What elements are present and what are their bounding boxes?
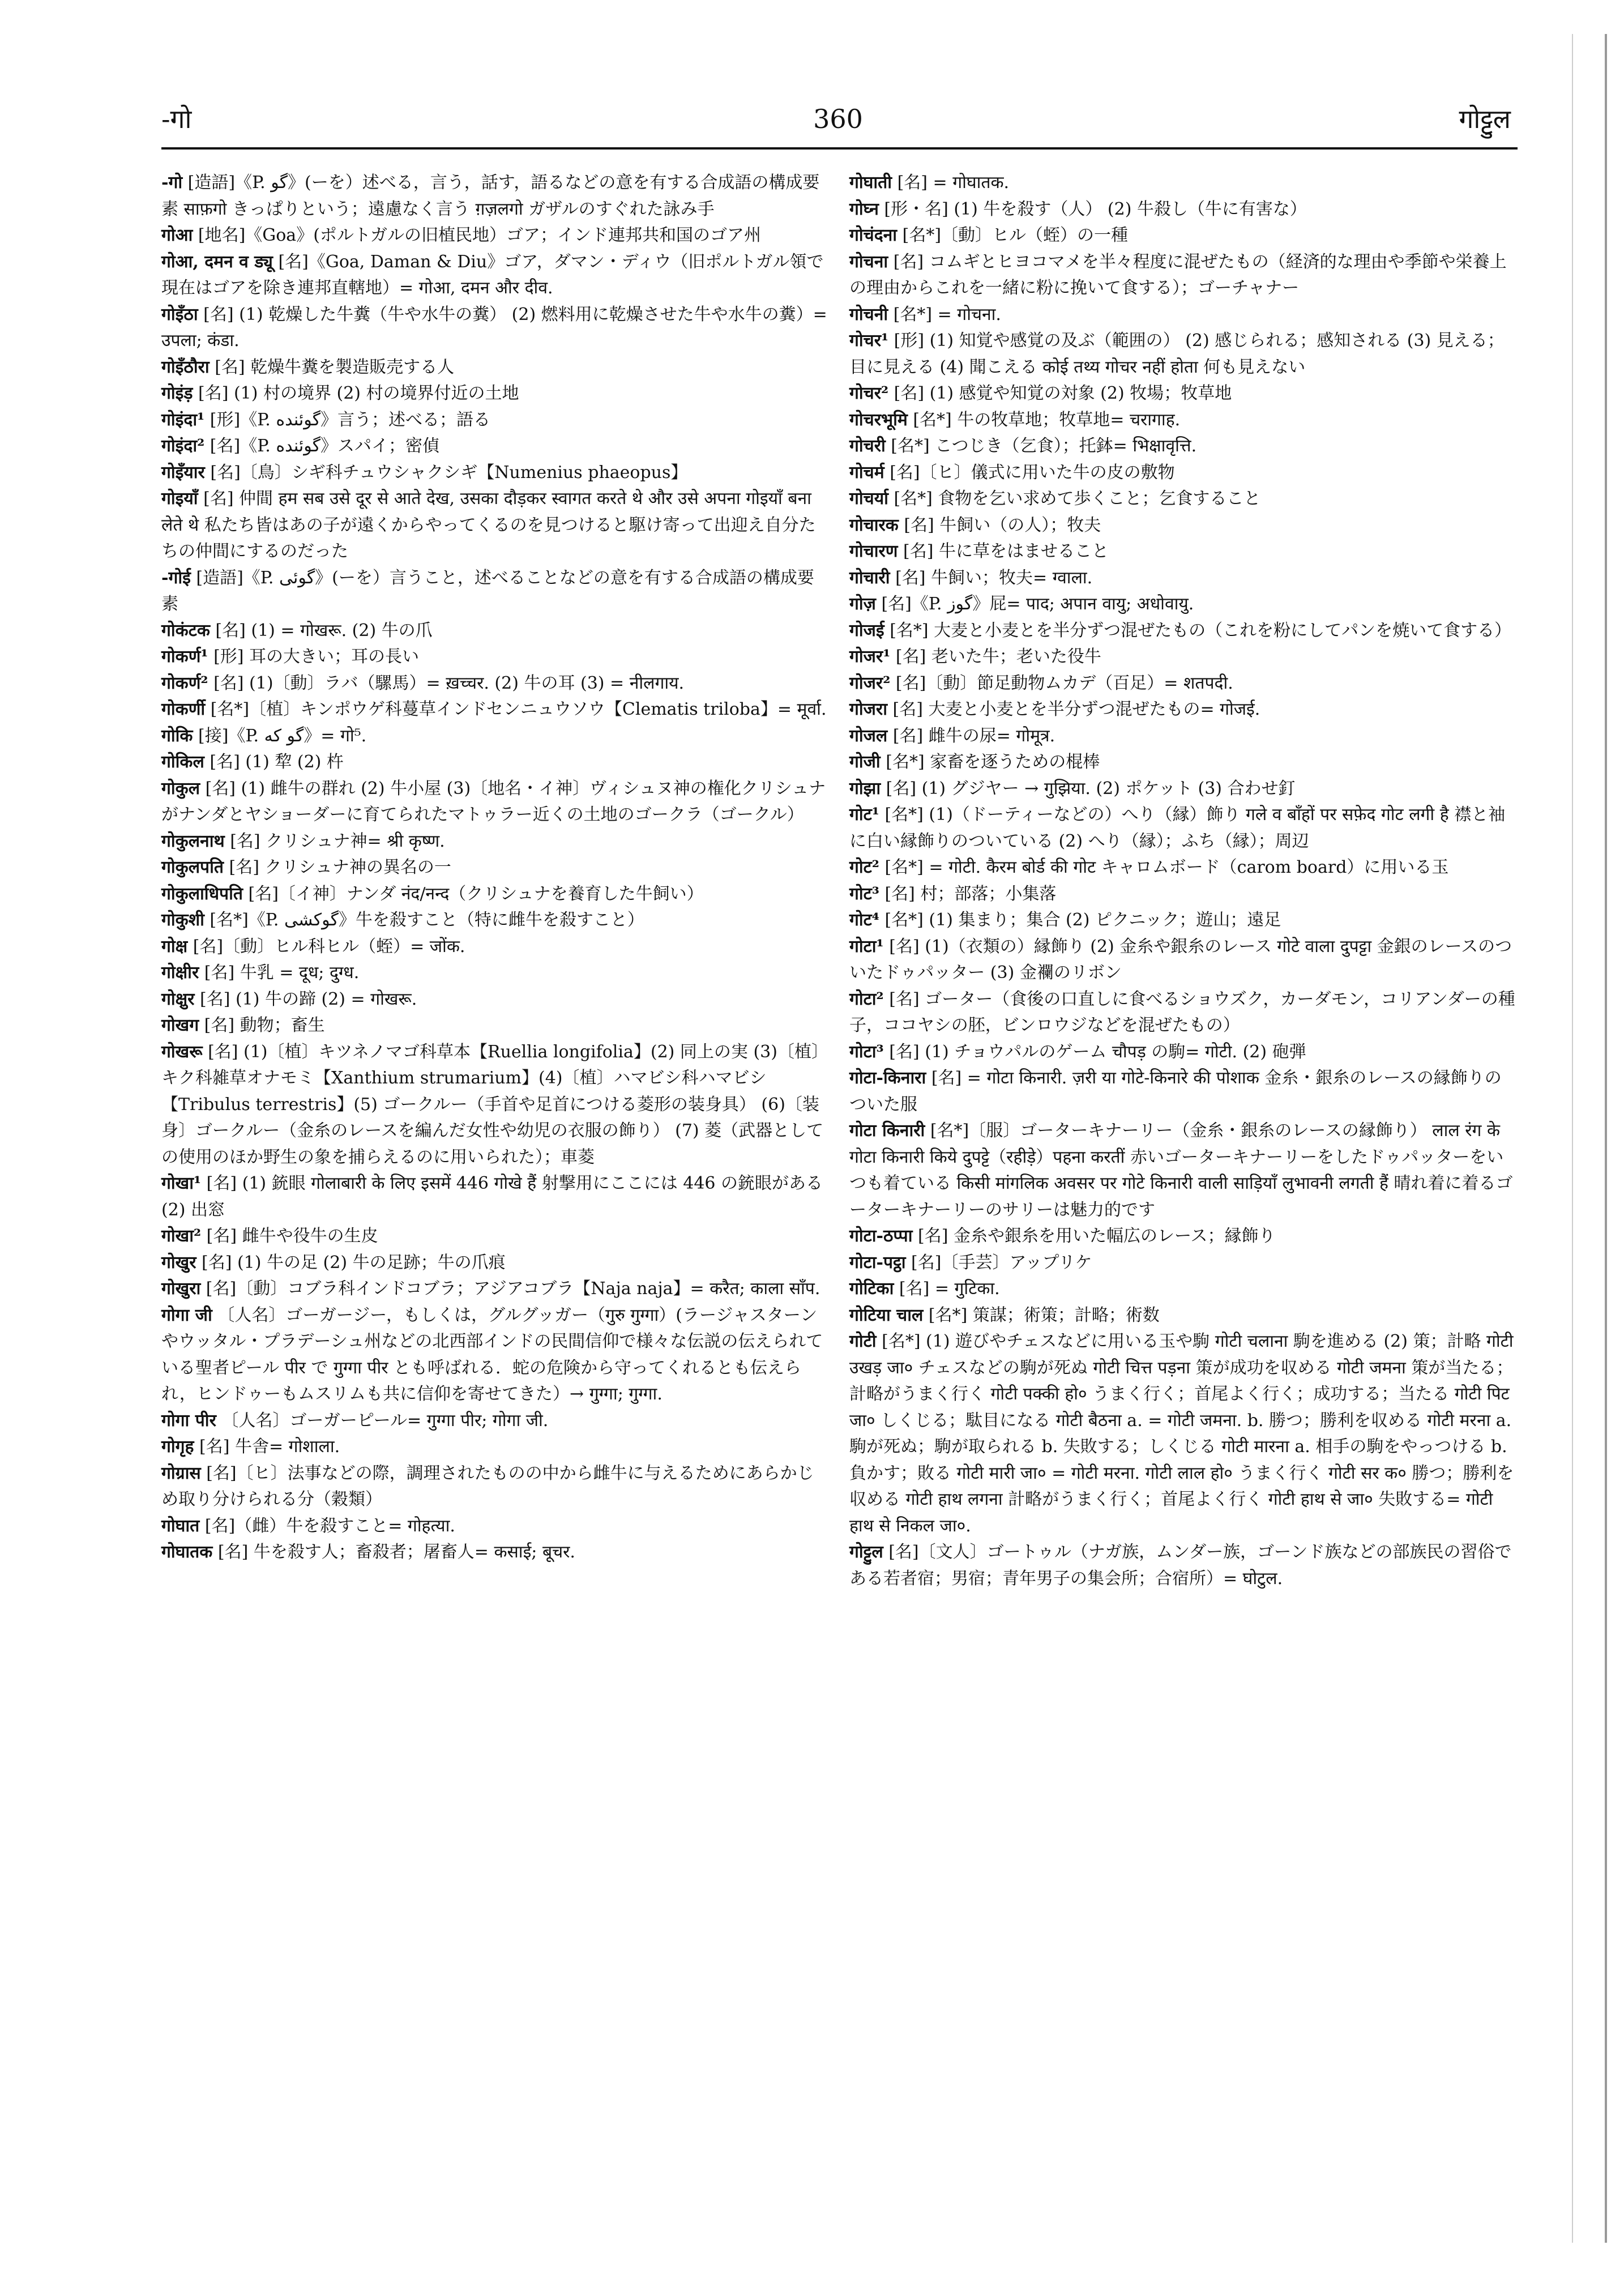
entry-definition: [名*] 家畜を逐うための棍棒	[886, 752, 1100, 772]
entry-headword: गोकि	[161, 725, 193, 746]
dictionary-entry	[849, 671, 1518, 697]
entry-definition: [名*] 食物を乞い求めて歩くこと；乞食すること	[894, 489, 1261, 509]
entry-headword: गोचना	[849, 251, 888, 272]
entry-headword: गोखरू	[161, 1042, 203, 1062]
dictionary-entry	[161, 1539, 830, 1566]
entry-headword: गोक्षुर	[161, 989, 195, 1009]
entry-definition: [名*]〔植〕キンポウゲ科蔓草インドセンニュウソウ【Clematis triloba】= मूर्वा.	[210, 699, 827, 719]
entry-headword: गोघाती	[849, 173, 892, 193]
entry-headword: गोझा	[849, 778, 881, 799]
entry-headword: गोकुशी	[161, 910, 204, 930]
entry-definition: [名] = गोटा किनारी. ज़री या गोटे-किनारे की पोशाक 金糸・銀糸のレースの縁飾りのついた服	[849, 1068, 1502, 1115]
entry-headword: गोट्टुल	[849, 1542, 883, 1562]
dictionary-entry	[849, 723, 1518, 750]
entry-headword: -गोई	[161, 567, 191, 588]
entry-definition: [名]〔動〕節足動物ムカデ（百足）= शतपदी.	[895, 673, 1233, 693]
entry-definition: [名] 村；部落；小集落	[884, 883, 1057, 904]
dictionary-entry	[849, 1250, 1518, 1277]
entry-headword: गोइंदा¹	[161, 409, 205, 430]
entry-definition: [名]《P. گوئنده》スパイ；密偵	[210, 436, 440, 456]
dictionary-entry	[161, 1408, 830, 1435]
entry-headword: गोकुलपति	[161, 857, 224, 877]
entry-headword: गोटिका	[849, 1279, 894, 1299]
entry-definition: [名]《Goa, Daman & Diu》ゴア，ダマン・ディウ（旧ポルトガル領で現在はゴアを除き連邦直轄地）= गोआ, दमन और दीव.	[161, 251, 824, 298]
dictionary-entry	[849, 855, 1518, 881]
entry-headword: गोखग	[161, 1015, 199, 1035]
entry-definition: [形] 耳の大きい；耳の長い	[213, 647, 420, 667]
binding-edge-inner	[1572, 34, 1573, 2243]
dictionary-entry	[849, 1223, 1518, 1250]
entry-definition: [名] (1) 銃眼 गोलाबारी के लिए इसमें 446 गोखे हैं 射撃用にここには 446 の銃眼がある (2) 出窓	[161, 1173, 823, 1220]
dictionary-entry	[161, 829, 830, 855]
entry-definition: [名] (1) 村の境界 (2) 村の境界付近の土地	[198, 383, 519, 403]
entry-headword: गोजर²	[849, 673, 891, 693]
entry-definition: [名] 牛飼い；牧夫= ग्वाला.	[895, 567, 1093, 588]
entry-definition: [名*] = गोचना.	[893, 304, 1001, 325]
entry-headword: गोकुलनाथ	[161, 831, 225, 851]
entry-headword: गोखा¹	[161, 1173, 202, 1193]
entry-headword: गोइँठा	[161, 304, 198, 325]
dictionary-entry	[161, 249, 830, 302]
dictionary-entry	[849, 881, 1518, 908]
dictionary-entry	[161, 407, 830, 434]
dictionary-entry	[161, 1013, 830, 1039]
entry-headword: गोखुर	[161, 1252, 196, 1273]
entry-definition: [名*] 大麦と小麦とを半分ずつ混ぜたもの（これを粉にしてパンを焼いて食する）	[890, 620, 1512, 641]
entry-definition: 〔人名〕ゴーガーピール= गुग्गा पीर; गोगा जी.	[221, 1410, 549, 1431]
entry-definition: [接]《P. گو که》= गो⁵.	[198, 725, 367, 746]
entry-definition: [名*] (1)（ドーティーなどの）へり（縁）飾り गले व बाँहों पर सफ़ेद गोट लगी है 襟と袖に白い縁飾りのついている (2) へり（縁）；ふち（縁）；周辺	[849, 805, 1506, 851]
entry-headword: गोज़	[849, 594, 876, 614]
entry-headword: गोटा-पट्ठा	[849, 1252, 906, 1273]
dictionary-entry	[849, 618, 1518, 645]
entry-headword: गोघ्न	[849, 199, 879, 219]
entry-definition: [名] (1) 犂 (2) 杵	[210, 752, 344, 772]
dictionary-entry	[161, 1276, 830, 1303]
dictionary-entry	[849, 802, 1518, 855]
dictionary-entry	[849, 170, 1518, 197]
dictionary-entry	[849, 1276, 1518, 1303]
entry-headword: गोइँयार	[161, 462, 205, 483]
entry-headword: गोचारक	[849, 515, 899, 535]
entry-definition: [名] 動物；畜生	[204, 1015, 325, 1035]
dictionary-entry	[849, 223, 1518, 249]
entry-headword: गोघात	[161, 1516, 200, 1536]
entry-definition: [名]〔ヒ〕儀式に用いた牛の皮の敷物	[890, 462, 1175, 483]
dictionary-entry	[849, 302, 1518, 328]
right-column	[849, 170, 1518, 1592]
entry-definition: [名] (1) 感覚や知覚の対象 (2) 牧場；牧草地	[894, 383, 1232, 403]
entry-headword: गोक्षीर	[161, 963, 199, 983]
entry-definition: [形]《P. گوئنده》言う；述べる；語る	[210, 409, 491, 430]
dictionary-entry	[161, 486, 830, 565]
entry-definition: [名] 大麦と小麦とを半分ずつ混ぜたもの= गोजई.	[892, 699, 1260, 719]
entry-headword: गोट⁴	[849, 910, 879, 930]
dictionary-entry	[161, 302, 830, 355]
entry-headword: -गो	[161, 173, 183, 193]
entry-headword: गोचर²	[849, 383, 889, 403]
entry-definition: [地名]《Goa》(ポルトガルの旧植民地）ゴア；インド連邦共和国のゴア州	[198, 225, 761, 245]
entry-headword: गोटा²	[849, 989, 884, 1009]
entry-headword: गोटा-किनारा	[849, 1068, 926, 1088]
entry-definition: [形] (1) 知覚や感覚の及ぶ（範囲の） (2) 感じられる；感知される (3) 見える；目に見える (4) 聞こえる कोई तथ्य गोचर नहीं होता 何も見えない	[849, 331, 1505, 377]
dictionary-entry	[161, 565, 830, 618]
dictionary-entry	[161, 1171, 830, 1223]
dictionary-entry	[161, 671, 830, 697]
entry-headword: गोटिया चाल	[849, 1305, 924, 1325]
dictionary-entry	[161, 223, 830, 249]
entry-headword: गोट¹	[849, 805, 879, 825]
dictionary-entry	[849, 486, 1518, 513]
entry-headword: गोचरी	[849, 436, 886, 456]
entry-definition: [名]〔ヒ〕法事などの際，調理されたものの中から雌牛に与えるためにあらかじめ取り分けられる分（穀類）	[161, 1463, 814, 1509]
dictionary-entry	[161, 618, 830, 645]
entry-definition: 〔人名〕ゴーガージー，もしくは，グルグッガー（गुरु गुग्गा）(ラージャスターンやウッタル・プラデーシュ州などの北西部インドの民間信仰で様々な伝説の伝えられている聖者ピール पीर で गुग्गा पीर とも呼ばれる．蛇の危険から守ってくれるとも伝えられ，ヒンドゥーもムスリムも共に信仰を寄せてきた）→ गुग्गा; गुग्गा.	[161, 1305, 823, 1404]
dictionary-entry	[161, 881, 830, 908]
entry-definition: [名] クリシュナ神の異名の一	[229, 857, 451, 877]
entry-definition: [名] (1)〔動〕ラバ（騾馬）= ख़च्चर. (2) 牛の耳 (3) = नीलगाय.	[213, 673, 685, 693]
entry-headword: गोट³	[849, 883, 879, 904]
entry-headword: गोजई	[849, 620, 884, 641]
entry-headword: गोजी	[849, 752, 881, 772]
entry-definition: [名*]《P. گوکشی》牛を殺すこと（特に雌牛を殺すこと）	[210, 910, 644, 930]
entry-headword: गोखा²	[161, 1226, 202, 1246]
entry-definition: [名] 牛飼い（の人）；牧夫	[904, 515, 1101, 535]
entry-headword: गोटा³	[849, 1042, 884, 1062]
entry-headword: गोचरभूमि	[849, 409, 908, 430]
entry-headword: गोकुलाधिपति	[161, 883, 243, 904]
dictionary-entry	[161, 644, 830, 671]
dictionary-entry	[849, 697, 1518, 723]
entry-definition: [名] 牛を殺す人；畜殺者；屠畜人= कसाई; बूचर.	[217, 1542, 575, 1562]
entry-headword: गोचर्म	[849, 462, 884, 483]
entry-definition: [名] (1) チョウパルのゲーム चौपड़ の駒= गोटी. (2) 砲弾	[889, 1042, 1306, 1062]
entry-definition: [名] 乾燥牛糞を製造販売する人	[215, 357, 455, 377]
entry-headword: गोटा-ठप्पा	[849, 1226, 913, 1246]
entry-definition: [名]〔イ神〕ナンダ नंद/नन्द（クリシュナを養育した牛飼い）	[248, 883, 704, 904]
entry-definition: [名]〔手芸〕アップリケ	[911, 1252, 1092, 1273]
entry-headword: गोटा किनारी	[849, 1121, 925, 1141]
dictionary-entry	[849, 407, 1518, 434]
entry-headword: गोचारी	[849, 567, 890, 588]
dictionary-entry	[849, 591, 1518, 618]
entry-definition: [名*] (1) 遊びやチェスなどに用いる玉や駒 गोटी चलाना 駒を進める (2) 策；計略 गोटी उखड़ जा० チェスなどの駒が死ぬ गोटी चित्त पड़ना 策が成功を収める गोटी जमना 策が当たる；計略がうまく行く गोटी पक्की हो० うまく行く；首尾よく行く；成功する；当たる गोटी पिट जा० しくじる；駄目になる गोटी बैठना a. = गोटी जमना. b. 勝つ；勝利を収める गोटी मरना a. 駒が死ぬ；駒が取られる b. 失敗する；しくじる गोटी मारना a. 相手の駒をやっつける b. 負かす；敗る गोटी मारी जा० = गोटी मरना. गोटी लाल हो० うまく行く गोटी सर क० 勝つ；勝利を収める गोटी हाथ लगना 計略がうまく行く；首尾よく行く गोटी हाथ से जा० 失敗する= गोटी हाथ से निकल जा०.	[849, 1331, 1514, 1536]
dictionary-entry	[849, 249, 1518, 302]
entry-definition: [名] 雌牛や役牛の生皮	[206, 1226, 378, 1246]
entry-headword: गोचंदना	[849, 225, 898, 245]
dictionary-entry	[161, 381, 830, 407]
entry-definition: [名] (1) 牛の蹄 (2) = गोखरू.	[200, 989, 417, 1009]
dictionary-entry	[849, 513, 1518, 539]
dictionary-entry	[849, 934, 1518, 987]
dictionary-entry	[161, 960, 830, 987]
entry-definition: [名] 牛乳 = दूध; दुग्ध.	[204, 963, 360, 983]
dictionary-entry	[161, 355, 830, 381]
dictionary-entry	[161, 723, 830, 750]
dictionary-entry	[161, 1303, 830, 1408]
entry-definition: [名] (1) グジヤー → गुझिया. (2) ポケット (3) 合わせ釘	[886, 778, 1296, 799]
dictionary-entry	[849, 644, 1518, 671]
dictionary-entry	[849, 460, 1518, 486]
entry-headword: गोजर¹	[849, 647, 891, 667]
entry-definition: [名] = गुटिका.	[899, 1279, 1000, 1299]
entry-headword: गोट²	[849, 857, 879, 877]
dictionary-entry	[161, 934, 830, 961]
entry-definition: [形・名] (1) 牛を殺す（人） (2) 牛殺し（牛に有害な）	[884, 199, 1307, 219]
entry-headword: गोकर्ण¹	[161, 647, 208, 667]
dictionary-entry	[161, 1223, 830, 1250]
entry-headword: गोकंटक	[161, 620, 210, 641]
dictionary-entry	[161, 460, 830, 486]
entry-definition: [名] (1) 牛の足 (2) 牛の足跡；牛の爪痕	[202, 1252, 506, 1273]
left-column	[161, 170, 830, 1566]
dictionary-entry	[849, 776, 1518, 803]
dictionary-entry	[161, 855, 830, 881]
dictionary-entry	[849, 1539, 1518, 1592]
entry-headword: गोइंदा²	[161, 436, 205, 456]
entry-definition: [名]《P. گوز》屁= पाद; अपान वायु; अधोवायु.	[881, 594, 1194, 614]
entry-headword: गोकर्णी	[161, 699, 206, 719]
dictionary-entry	[849, 1039, 1518, 1066]
entry-definition: [名*] こつじき（乞食）；托鉢= भिक्षावृत्ति.	[891, 436, 1197, 456]
dictionary-entry	[849, 1329, 1518, 1539]
dictionary-entry	[849, 987, 1518, 1039]
entry-headword: गोक्ष	[161, 936, 188, 957]
page-number: 360	[813, 104, 863, 134]
entry-definition: [名] (1) 雌牛の群れ (2) 牛小屋 (3)〔地名・イ神〕ヴィシュヌ神の権化クリシュナがナンダとヤショーダーに育てられたマトゥラー近くの土地のゴークラ（ゴークル）	[161, 778, 826, 825]
entry-definition: [名] コムギとヒヨコマメを半々程度に混ぜたもの（経済的な理由や季節や栄養上の理由からこれを一緒に粉に挽いて食する）；ゴーチャナー	[849, 251, 1507, 298]
entry-headword: गोखुरा	[161, 1279, 201, 1299]
entry-headword: गोकर्ण²	[161, 673, 208, 693]
binding-edge	[1605, 34, 1607, 2243]
entry-headword: गोआ	[161, 225, 193, 245]
dictionary-entry	[161, 1434, 830, 1461]
dictionary-entry	[849, 197, 1518, 223]
entry-headword: गोइयाँ	[161, 489, 198, 509]
entry-definition: [名*] = गोटी. कैरम बोर्ड की गोट キャロムボード（carom board）に用いる玉	[884, 857, 1449, 877]
dictionary-entry	[849, 433, 1518, 460]
entry-definition: [名]（雌）牛を殺すこと= गोहत्या.	[204, 1516, 455, 1536]
dictionary-entry	[161, 1461, 830, 1513]
dictionary-entry	[161, 1039, 830, 1171]
dictionary-entry	[161, 170, 830, 223]
entry-headword: गोचर¹	[849, 331, 889, 351]
entry-headword: गोगा जी	[161, 1305, 212, 1325]
entry-definition: [名] 雌牛の尿= गोमूत्र.	[892, 725, 1055, 746]
header-left-guideword: -गो	[161, 104, 192, 134]
entry-definition: [名*] 策謀；術策；計略；術数	[928, 1305, 1160, 1325]
entry-definition: [名] (1) 乾燥した牛糞（牛や水牛の糞） (2) 燃料用に乾燥させた牛や水牛の糞）= उपला; कंडा.	[161, 304, 827, 351]
entry-definition: [名] (1) = गोखरू. (2) 牛の爪	[215, 620, 433, 641]
dictionary-entry	[849, 907, 1518, 934]
entry-definition: [名] = गोघातक.	[897, 173, 1010, 193]
dictionary-entry	[161, 907, 830, 934]
entry-definition: [名]〔動〕コブラ科インドコブラ；アジアコブラ【Naja naja】= करैत; काला साँप.	[206, 1279, 820, 1299]
entry-headword: गोजल	[849, 725, 888, 746]
entry-definition: [名] 老いた牛；老いた役牛	[895, 647, 1101, 667]
entry-headword: गोचारण	[849, 541, 898, 561]
entry-definition: [名*]〔服〕ゴーターキナーリー（金糸・銀糸のレースの縁飾り） लाल रंग के गोटा किनारी किये दुपट्टे（रहीड़े）पहना करतीं 赤いゴーターキナーリーをしたドゥパッターをいつも着ている किसी मांगलिक अवसर पर गोटे किनारी वाली साड़ियाँ लुभावनी लगती हैं 晴れ着に着るゴーターキナーリーのサリーは魅力的です	[849, 1121, 1513, 1220]
entry-headword: गोग्रास	[161, 1463, 201, 1483]
dictionary-entry	[849, 381, 1518, 407]
dictionary-entry	[849, 1118, 1518, 1223]
entry-definition: [造語]《P. گوئی》(ーを）言うこと，述べることなどの意を有する合成語の構成要素	[161, 567, 814, 614]
entry-definition: [名] (1)〔植〕キツネノマゴ科草本【Ruellia longifolia】(2) 同上の実 (3)〔植〕キク科雑草オナモミ【Xanthium strumarium】(4)〔植〕ハマビシ科ハマビシ【Tribulus terrestris】(5) ゴークルー（手首や足首につける菱形の装身具） (6)〔装身〕ゴークルー（金糸のレースを編んだ女性や幼児の衣服の飾り） (7) 菱（武器としての使用のほか野生の象を捕らえるのに用いられた）；車菱	[161, 1042, 828, 1167]
dictionary-entry	[161, 776, 830, 829]
entry-definition: [名] (1)（衣類の）縁飾り (2) 金糸や銀糸のレース गोटे वाला दुपट्टा 金銀のレースのついたドゥパッター (3) 金襴のリボン	[849, 936, 1512, 983]
dictionary-entry	[161, 697, 830, 723]
entry-headword: गोइँठौरा	[161, 357, 210, 377]
entry-definition: [名] ゴーター（食後の口直しに食べるショウズク，カーダモン，コリアンダーの種子，ココヤシの胚，ビンロウジなどを混ぜたもの）	[849, 989, 1515, 1035]
entry-definition: [名*]〔動〕ヒル（蛭）の一種	[902, 225, 1129, 245]
entry-headword: गोगृह	[161, 1437, 194, 1457]
header-right-guideword: गोट्टुल	[1459, 104, 1511, 134]
dictionary-entry	[161, 433, 830, 460]
entry-headword: गोटा¹	[849, 936, 884, 957]
entry-definition: [名] 牛舎= गोशाला.	[199, 1437, 340, 1457]
entry-definition: [名] クリシュナ神= श्री कृष्ण.	[230, 831, 445, 851]
entry-headword: गोकुल	[161, 778, 200, 799]
dictionary-entry	[849, 1065, 1518, 1118]
entry-headword: गोआ, दमन व ड्यू	[161, 251, 273, 272]
dictionary-entry	[849, 328, 1518, 381]
entry-headword: गोचनी	[849, 304, 888, 325]
dictionary-entry	[849, 749, 1518, 776]
entry-definition: [名] 金糸や銀糸を用いた幅広のレース；縁飾り	[918, 1226, 1276, 1246]
entry-headword: गोजरा	[849, 699, 887, 719]
entry-definition: [名]〔文人〕ゴートゥル（ナガ族，ムンダー族，ゴーンド族などの部族民の習俗である若者宿；男宿；青年男子の集会所；合宿所）= घोटुल.	[849, 1542, 1512, 1589]
dictionary-entry	[161, 1513, 830, 1540]
entry-definition: [造語]《P. گو》(ーを）述べる，言う，話す，語るなどの意を有する合成語の構成要素 साफ़गो きっぱりという；遠慮なく言う ग़ज़लगो ガザルのすぐれた詠み手	[161, 173, 820, 219]
dictionary-entry	[849, 565, 1518, 592]
entry-definition: [名]〔鳥〕シギ科チュウシャクシギ【Numenius phaeopus】	[210, 462, 688, 483]
entry-headword: गोगा पीर	[161, 1410, 216, 1431]
dictionary-entry	[849, 539, 1518, 565]
entry-definition: [名*] 牛の牧草地；牧草地= चरागाह.	[913, 409, 1181, 430]
header-rule	[161, 147, 1518, 150]
entry-headword: गोटी	[849, 1331, 877, 1351]
dictionary-entry	[849, 1303, 1518, 1329]
dictionary-entry	[161, 987, 830, 1013]
dictionary-entry	[161, 749, 830, 776]
entry-headword: गोघातक	[161, 1542, 213, 1562]
entry-headword: गोचर्या	[849, 489, 888, 509]
entry-headword: गोइंड़	[161, 383, 193, 403]
entry-definition: [名] 牛に草をはませること	[903, 541, 1109, 561]
entry-definition: [名*] (1) 集まり；集合 (2) ピクニック；遊山；遠足	[884, 910, 1281, 930]
entry-headword: गोकिल	[161, 752, 204, 772]
dictionary-entry	[161, 1250, 830, 1277]
entry-definition: [名] 仲間 हम सब उसे दूर से आते देख, उसका दौड़कर स्वागत करते थे और उसे अपना गोइयाँ बना लेते थे 私たち皆はあの子が遠くからやってくるのを見つけると駆け寄って出迎え自分たちの仲間にするのだった	[161, 489, 816, 561]
entry-definition: [名]〔動〕ヒル科ヒル（蛭）= जोंक.	[193, 936, 465, 957]
